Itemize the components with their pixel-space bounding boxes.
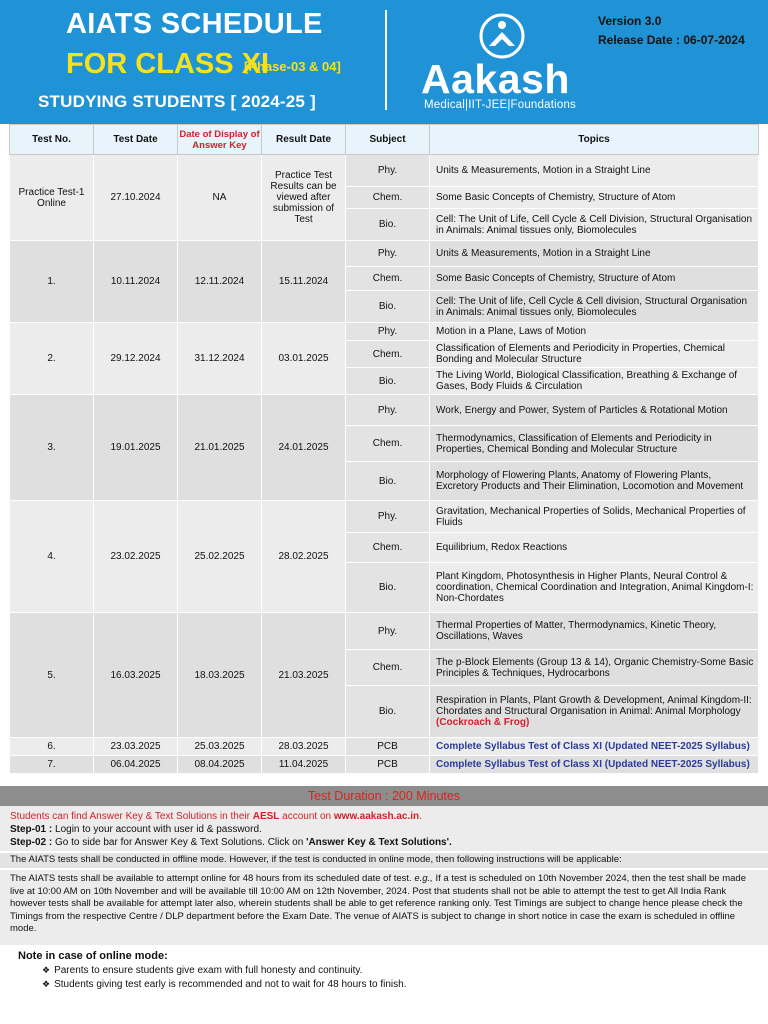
diamond-bullet-icon: ❖ bbox=[42, 978, 51, 989]
note-text: . bbox=[419, 811, 422, 822]
topic-red-text: (Cockroach & Frog) bbox=[436, 717, 530, 728]
topic: The Living World, Biological Classification, Breathing & Exchange of Gases, Body Fluids & Circulation bbox=[430, 368, 759, 395]
website-link[interactable]: www.aakash.ac.in bbox=[333, 811, 420, 822]
topic-text: Respiration in Plants, Plant Growth & Development, Animal Kingdom-II: Chordates and Structural Organisation in Animal: Animal Morphology bbox=[436, 695, 752, 717]
topic: Units & Measurements, Motion in a Straight Line bbox=[430, 155, 759, 187]
result-date: 28.03.2025 bbox=[262, 738, 346, 756]
note-text: account on bbox=[279, 811, 334, 822]
subject: Chem. bbox=[346, 650, 430, 686]
topic: Motion in a Plane, Laws of Motion bbox=[430, 323, 759, 341]
subject: Phy. bbox=[346, 155, 430, 187]
header-answer-key: Date of Display of Answer Key bbox=[178, 125, 262, 155]
list-item-text: Parents to ensure students give exam with full honesty and continuity. bbox=[54, 965, 363, 976]
header-divider bbox=[385, 10, 387, 110]
test-no: Practice Test-1 Online bbox=[10, 155, 94, 241]
test-no: 1. bbox=[10, 241, 94, 323]
subject: PCB bbox=[346, 756, 430, 774]
result-date: 15.11.2024 bbox=[262, 241, 346, 323]
phase-label: [Phase-03 & 04] bbox=[244, 59, 341, 74]
topic: Cell: The Unit of Life, Cell Cycle & Cell Division, Structural Organisation in Animals: Animal tissues only, Biomolecules bbox=[430, 209, 759, 241]
online-mode-heading: Note in case of online mode: bbox=[18, 950, 168, 962]
result-date: 21.03.2025 bbox=[262, 613, 346, 738]
subject: Chem. bbox=[346, 267, 430, 291]
subject: Chem. bbox=[346, 426, 430, 462]
header-test-no: Test No. bbox=[10, 125, 94, 155]
table-row bbox=[10, 501, 759, 533]
subject: Phy. bbox=[346, 395, 430, 426]
test-date: 29.12.2024 bbox=[94, 323, 178, 395]
para-eg: e.g., bbox=[414, 873, 433, 884]
release-date: Release Date : 06-07-2024 bbox=[598, 33, 745, 47]
subject: Chem. bbox=[346, 533, 430, 563]
online-mode-notes bbox=[18, 950, 758, 991]
result-date: 11.04.2025 bbox=[262, 756, 346, 774]
table-row bbox=[10, 613, 759, 650]
list-item bbox=[18, 978, 758, 992]
test-date: 16.03.2025 bbox=[94, 613, 178, 738]
test-date: 06.04.2025 bbox=[94, 756, 178, 774]
header-banner bbox=[0, 0, 768, 124]
topic: The p-Block Elements (Group 13 & 14), Organic Chemistry-Some Basic Principles & Techniques, Hydrocarbons bbox=[430, 650, 759, 686]
step-label: Step-01 : bbox=[10, 824, 53, 835]
topic: Gravitation, Mechanical Properties of Solids, Mechanical Properties of Fluids bbox=[430, 501, 759, 533]
step-label: Step-02 : bbox=[10, 837, 53, 848]
result-date: 24.01.2025 bbox=[262, 395, 346, 501]
schedule-table bbox=[9, 124, 759, 774]
result-date: Practice Test Results can be viewed after submission of Test bbox=[262, 155, 346, 241]
table-row bbox=[10, 323, 759, 341]
test-date: 27.10.2024 bbox=[94, 155, 178, 241]
table-row bbox=[10, 155, 759, 187]
answer-key-date: 08.04.2025 bbox=[178, 756, 262, 774]
version-label: Version 3.0 bbox=[598, 14, 662, 28]
subject: Phy. bbox=[346, 323, 430, 341]
test-date: 10.11.2024 bbox=[94, 241, 178, 323]
step-bold-text: 'Answer Key & Text Solutions'. bbox=[306, 837, 452, 848]
step-02 bbox=[10, 836, 758, 849]
test-no: 6. bbox=[10, 738, 94, 756]
answer-key-note bbox=[10, 810, 758, 823]
topic: Cell: The Unit of life, Cell Cycle & Cell division, Structural Organisation in Animals: Animal tissues only, Biomolecules bbox=[430, 291, 759, 323]
answer-key-date: 31.12.2024 bbox=[178, 323, 262, 395]
topic: Equilibrium, Redox Reactions bbox=[430, 533, 759, 563]
test-no: 7. bbox=[10, 756, 94, 774]
aakash-logo-icon bbox=[478, 12, 526, 60]
test-date: 23.03.2025 bbox=[94, 738, 178, 756]
topic: Thermal Properties of Matter, Thermodynamics, Kinetic Theory, Oscillations, Waves bbox=[430, 613, 759, 650]
answer-key-date: NA bbox=[178, 155, 262, 241]
topic bbox=[430, 686, 759, 738]
test-no: 4. bbox=[10, 501, 94, 613]
subject: Bio. bbox=[346, 462, 430, 501]
table-row bbox=[10, 756, 759, 774]
answer-key-date: 25.03.2025 bbox=[178, 738, 262, 756]
list-item-text: Students giving test early is recommended and not to wait for 48 hours to finish. bbox=[54, 978, 407, 990]
subject: Bio. bbox=[346, 563, 430, 613]
subject: PCB bbox=[346, 738, 430, 756]
topic: Morphology of Flowering Plants, Anatomy of Flowering Plants, Excretory Products and Their Elimination, Locomotion and Movement bbox=[430, 462, 759, 501]
title-line-1: AIATS SCHEDULE bbox=[66, 8, 323, 40]
para-text: If a test is scheduled on 10th November 2024, then the test shall be made live at 10:00 AM on 10th November and will be available till 10:00 AM on 12th November, 2024. Post that students shall not be able to attempt the test to get All India Rank however tests shall be available for attempt later also, wherein students shall be able to get reference ranking only. Test Timings are subject to change hence please check the Timings from the respective Centre / DLP department before the Exam Date. The venue of AIATS is subject to change in short notice in case the exam is scheduled in offline mode. bbox=[10, 873, 746, 934]
step-text: Login to your account with user id & password. bbox=[52, 824, 262, 835]
table-row bbox=[10, 241, 759, 267]
result-date: 03.01.2025 bbox=[262, 323, 346, 395]
header-test-date: Test Date bbox=[94, 125, 178, 155]
answer-key-date: 25.02.2025 bbox=[178, 501, 262, 613]
diamond-bullet-icon: ❖ bbox=[42, 965, 51, 975]
answer-key-date: 21.01.2025 bbox=[178, 395, 262, 501]
test-no: 5. bbox=[10, 613, 94, 738]
answer-key-date: 12.11.2024 bbox=[178, 241, 262, 323]
topic: Units & Measurements, Motion in a Straight Line bbox=[430, 241, 759, 267]
subject: Bio. bbox=[346, 368, 430, 395]
topic: Classification of Elements and Periodicity in Properties, Chemical Bonding and Molecular Structure bbox=[430, 341, 759, 368]
online-mode-paragraph bbox=[0, 870, 768, 945]
answer-key-date: 18.03.2025 bbox=[178, 613, 262, 738]
subject: Bio. bbox=[346, 686, 430, 738]
subject: Phy. bbox=[346, 241, 430, 267]
test-date: 23.02.2025 bbox=[94, 501, 178, 613]
topic: Work, Energy and Power, System of Particles & Rotational Motion bbox=[430, 395, 759, 426]
topic: Thermodynamics, Classification of Elements and Periodicity in Properties, Chemical Bonding and Molecular Structure bbox=[430, 426, 759, 462]
title-line-3: STUDYING STUDENTS [ 2024-25 ] bbox=[38, 92, 316, 111]
step-01 bbox=[10, 823, 758, 836]
table-header-row bbox=[10, 125, 759, 155]
note-aesl: AESL bbox=[252, 811, 280, 822]
step-text: Go to side bar for Answer Key & Text Solutions. Click on bbox=[52, 837, 307, 848]
header-subject: Subject bbox=[346, 125, 430, 155]
topic: Some Basic Concepts of Chemistry, Structure of Atom bbox=[430, 187, 759, 209]
note-text: Students can find Answer Key & Text Solutions in their bbox=[10, 811, 253, 822]
answer-key-instructions bbox=[0, 806, 768, 851]
header-topics: Topics bbox=[430, 125, 759, 155]
subject: Bio. bbox=[346, 209, 430, 241]
topic: Complete Syllabus Test of Class XI (Updated NEET-2025 Syllabus) bbox=[430, 756, 759, 774]
topic: Complete Syllabus Test of Class XI (Updated NEET-2025 Syllabus) bbox=[430, 738, 759, 756]
title-line-2: FOR CLASS XI bbox=[66, 48, 270, 80]
para-text: The AIATS tests shall be available to attempt online for 48 hours from its scheduled date of test. bbox=[10, 873, 415, 884]
subject: Bio. bbox=[346, 291, 430, 323]
offline-mode-note: The AIATS tests shall be conducted in offline mode. However, if the test is conducted in online mode, then following instructions will be applicable: bbox=[0, 853, 768, 868]
header-result-date: Result Date bbox=[262, 125, 346, 155]
subject: Phy. bbox=[346, 613, 430, 650]
test-no: 2. bbox=[10, 323, 94, 395]
logo-tagline: Medical|IIT-JEE|Foundations bbox=[424, 99, 576, 111]
subject: Chem. bbox=[346, 187, 430, 209]
list-item bbox=[18, 964, 758, 978]
test-no: 3. bbox=[10, 395, 94, 501]
result-date: 28.02.2025 bbox=[262, 501, 346, 613]
test-date: 19.01.2025 bbox=[94, 395, 178, 501]
table-row bbox=[10, 738, 759, 756]
subject: Phy. bbox=[346, 501, 430, 533]
schedule-table-wrapper bbox=[9, 124, 758, 774]
logo-wordmark: Aakash bbox=[421, 56, 570, 102]
table-row bbox=[10, 395, 759, 426]
test-duration-bar: Test Duration : 200 Minutes bbox=[0, 786, 768, 806]
topic: Some Basic Concepts of Chemistry, Structure of Atom bbox=[430, 267, 759, 291]
topic: Plant Kingdom, Photosynthesis in Higher Plants, Neural Control & coordination, Chemical Coordination and Integration, Animal Kingdom-I: Non-Chordates bbox=[430, 563, 759, 613]
subject: Chem. bbox=[346, 341, 430, 368]
